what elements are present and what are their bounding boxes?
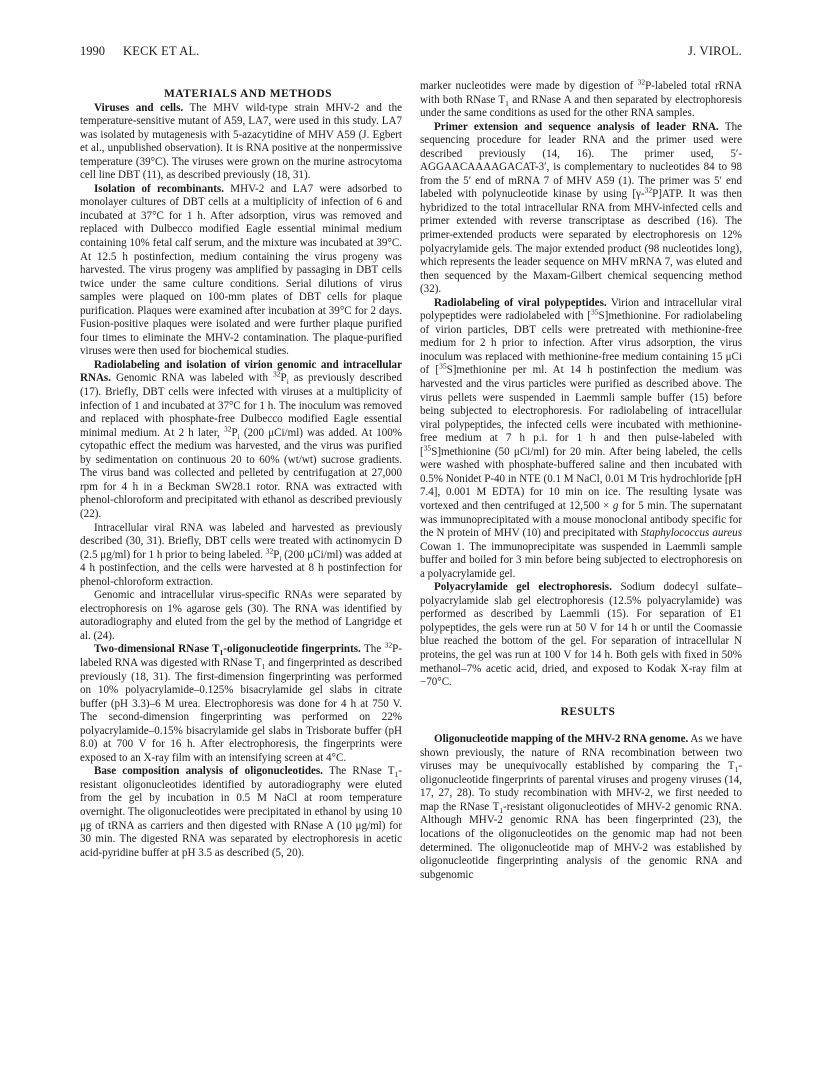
section-title-results: RESULTS [560,705,616,718]
run-in-heading: Oligonucleotide mapping of the MHV-2 RNA genome. [434,733,689,746]
run-in-heading: Radiolabeling and isolation of virion genomic and intracellular RNAs. [80,358,402,385]
paragraph-base-composition: Base composition analysis of oligonucleotides. The RNase $T_1$-resistant oligonucleotides identified by autoradiography were eluted from the gel by incubation in 0.5 M NaCl at room temperature overnight. The oligonucleotides were precipitated in ethanol by using 10 μg of tRNA as carriers and then digested with RNase A (10 μg/ml) for 30 min. The digested RNA was separated by electrophoresis in acetic acid-pyridine buffer at pH 3.5 as described (5, 20). [80,765,402,859]
paragraph-recombinants: Isolation of recombinants. MHV-2 and LA7 were adsorbed to monolayer cultures of DBT cells at a multiplicity of infection of 6 and incubated at 37°C for 1 h. After adsorption, virus was removed and replaced with Dulbecco modified Eagle essential minimal medium containing 10% fetal calf serum, and the mixture was incubated at 39°C. At 12.5 h postinfection, medium containing the virus progeny was harvested. The virus progeny was amplified by passaging in DBT cells twice under the same culture conditions. Serial dilutions of virus samples were plaqued on 100-mm plates of DBT cells for plaque purification. Plaques were examined after incubation at 39°C for 2 days. Fusion-positive plaques were isolated and were further plaque purified four times to eliminate the MHV-2 contamination. The plaque-purified viruses were then used for biochemical studies. [80,182,403,358]
paragraph-continued: marker nucleotides were made by digestion of $^{32}$P-labeled total rRNA with both RNase $T_1$ and RNase A and then separated by electrophoresis under the same conditions as used for the other RNA samples. [420,77,742,120]
running-header [80,44,742,60]
section-title-materials: MATERIALS AND METHODS [163,88,333,100]
right-column [420,77,742,882]
run-in-heading: Polyacrylamide gel electrophoresis. [434,581,612,594]
page-number: 1990 [80,44,105,58]
run-in-heading: Primer extension and sequence analysis of leader RNA. [434,120,719,133]
run-in-heading: Two-dimensional RNase $T_1$-oligonucleotide fingerprints. [94,643,361,658]
run-in-heading: Base composition analysis of oligonucleotides. [94,765,323,778]
run-in-heading: Radiolabeling of viral polypeptides. [434,296,607,309]
journal-name: J. VIROL. [687,44,742,58]
paragraph-gel-electrophoresis: Polyacrylamide gel electrophoresis. Sodium dodecyl sulfate–polyacrylamide slab gel electrophoresis (12.5% polyacrylamide) was performed as described by Laemmli (15). For separation of E1 polypeptides, the gels were run at 50 V for 14 h or until the Coomassie blue reached the bottom of the gel. For separation of intracellular N proteins, the gel was run at 100 V for 14 h. Both gels with fixed in 50% methanol–7% acetic acid, dried, and exposed to Kodak X-ray film at −70°C. [420,581,742,689]
paragraph-intracellular-rna: Intracellular viral RNA was labeled and harvested as previously described (30, 31). Briefly, DBT cells were treated with actinomycin D (2.5 μg/ml) for 1 h prior to being labeled. $^{32}P_i$ (200 μCi/ml) was added at 4 h postinfection, and the cells were harvested at 8 h postinfection for phenol-chloroform extraction. [80,521,402,588]
paragraph-polypeptide-labeling: Radiolabeling of viral polypeptides. Virion and intracellular viral polypeptides were radiolabeled with [$^{35}$S]methionine. For radiolabeling of virion particles, DBT cells were pretreated with methionine-free medium for 2 h prior to infection. After virus adsorption, the virus inoculum was replaced with methionine-free medium containing 15 μCi of [$^{35}$S]methionine per ml. At 14 h postinfection the medium was harvested and the virus particles were purified as described above. The virus pellets were suspended in Laemmli sample buffer (15) before being subjected to electrophoresis. For radiolabeling of intracellular viral polypeptides, the infected cells were incubated with methionine-free medium at 7 h p.i. for 1 h and then pulse-labeled with [$^{35}$S]methionine (50 μCi/ml) for 20 min. After being labeled, the cells were washed with phosphate-buffered saline and then incubated with 0.5% Nonidet P-40 in NTE (0.1 M NaCl, 0.01 M Tris hydrochloride [pH 7.4], 0.001 M EDTA) for 10 min on ice. The resulting lysate was vortexed and then centrifuged at 12,500 × g for 5 min. The supernatant was immunoprecipitated with a mouse monoclonal antibody specific for the N protein of MHV (10) and precipitated with Staphylococcus aureus Cowan 1. The immunoprecipitate was suspended in Laemmli sample buffer and boiled for 3 min before being subjected to electrophoresis on a polyacrylamide gel. [420,296,742,580]
run-in-heading: Isolation of recombinants. [94,182,224,195]
left-column [80,88,402,860]
paragraph-oligonucleotide-mapping: Oligonucleotide mapping of the MHV-2 RNA genome. As we have shown previously, the nature of RNA recombination between two viruses may be unequivocally established by comparing the $T_1$-oligonucleotide fingerprints of parental viruses and progeny viruses (14, 17, 27, 28). To study recombination with MHV-2, we first needed to map the RNase $T_1$-resistant oligonucleotides of MHV-2 genomic RNA. Although MHV-2 genomic RNA has been fingerprinted (23), the locations of the oligonucleotides on the genomic map had not been determined. The oligonucleotide map of MHV-2 was established by oligonucleotide fingerprinting analysis of the genomic RNA and subgenomic [420,733,742,881]
running-authors: KECK ET AL. [123,44,200,58]
paragraph-rna-separation: Genomic and intracellular virus-specific RNAs were separated by electrophoresis on 1% agarose gels (30). The RNA was identified by autoradiography and eluted from the gel by the method of Langridge et al. (24). [80,589,402,642]
run-in-heading: Viruses and cells. [94,101,184,114]
paragraph-radiolabeling-rna: Radiolabeling and isolation of virion genomic and intracellular RNAs. Genomic RNA was labeled with $^{32}P_i$ as previously described (17). Briefly, DBT cells were infected with viruses at a multiplicity of infection of 1 and incubated at 37°C for 1 h. The inoculum was removed and replaced with phosphate-free Dulbecco modified Eagle essential minimal medium. At 2 h later, $^{32}P_i$ (200 μCi/ml) was added. At 100% cytopathic effect the medium was harvested, and the virus was purified by sedimentation on continuous 20 to 60% (wt/wt) sucrose gradients. The virus band was collected and pelleted by centrifugation at 27,000 rpm for 4 h in a Beckman SW28.1 rotor. RNA was extracted with phenol-chloroform and precipitated with ethanol as described previously (22). [80,358,402,520]
paragraph-fingerprints: Two-dimensional RNase $T_1$-oligonucleotide fingerprints. The $^{32}$P-labeled RNA was digested with RNase $T_1$ and fingerprinted as described previously (18, 31). The first-dimension fingerprinting was performed on 10% polyacrylamide–0.125% bisacrylamide gel slabs in citrate buffer (pH 3.3)–6 M urea. Electrophoresis was done for 4 h at 750 V. The second-dimension fingerprinting was performed on 22% polyacrylamide–0.15% bisacrylamide gel slabs in Trisborate buffer (pH 8.0) at 700 V for 16 h. After electrophoresis, the fingerprints were exposed to an X-ray film with an intensifying screen at 4°C. [80,640,402,764]
paragraph-primer-extension: Primer extension and sequence analysis of leader RNA. The sequencing procedure for leader RNA and the primer used were described previously (14, 16). The primer used, 5′-AGGAACAAAAGACAT-3′, is complementary to nucleotides 84 to 98 from the 5′ end of mRNA 7 of MHV A59 (1). The primer was 5′ end labeled with polynucleotide kinase by using [γ-$^{32}$P]ATP. It was then hybridized to the total intracellular RNA from MHV-infected cells and primer extended with reverse transcriptase as described (16). The primer-extended products were separated by electrophoresis on 12% polyacrylamide gels. The major extended product (98 nucleotides long), which represents the leader sequence on MHV mRNA 7, was eluted and then sequenced by the Maxam-Gilbert chemical sequencing method (32). [420,120,742,296]
paragraph-viruses-cells: Viruses and cells. The MHV wild-type strain MHV-2 and the temperature-sensitive mutant of A59, LA7, were used in this study. LA7 was isolated by mutagenesis with 5-azacytidine of MHV A59 (J. Egbert et al., unpublished observation). It is RNA positive at the nonpermissive temperature (39°C). The viruses were grown on the murine astrocytoma cell line DBT (11), as described previously (18, 31). [80,101,402,182]
